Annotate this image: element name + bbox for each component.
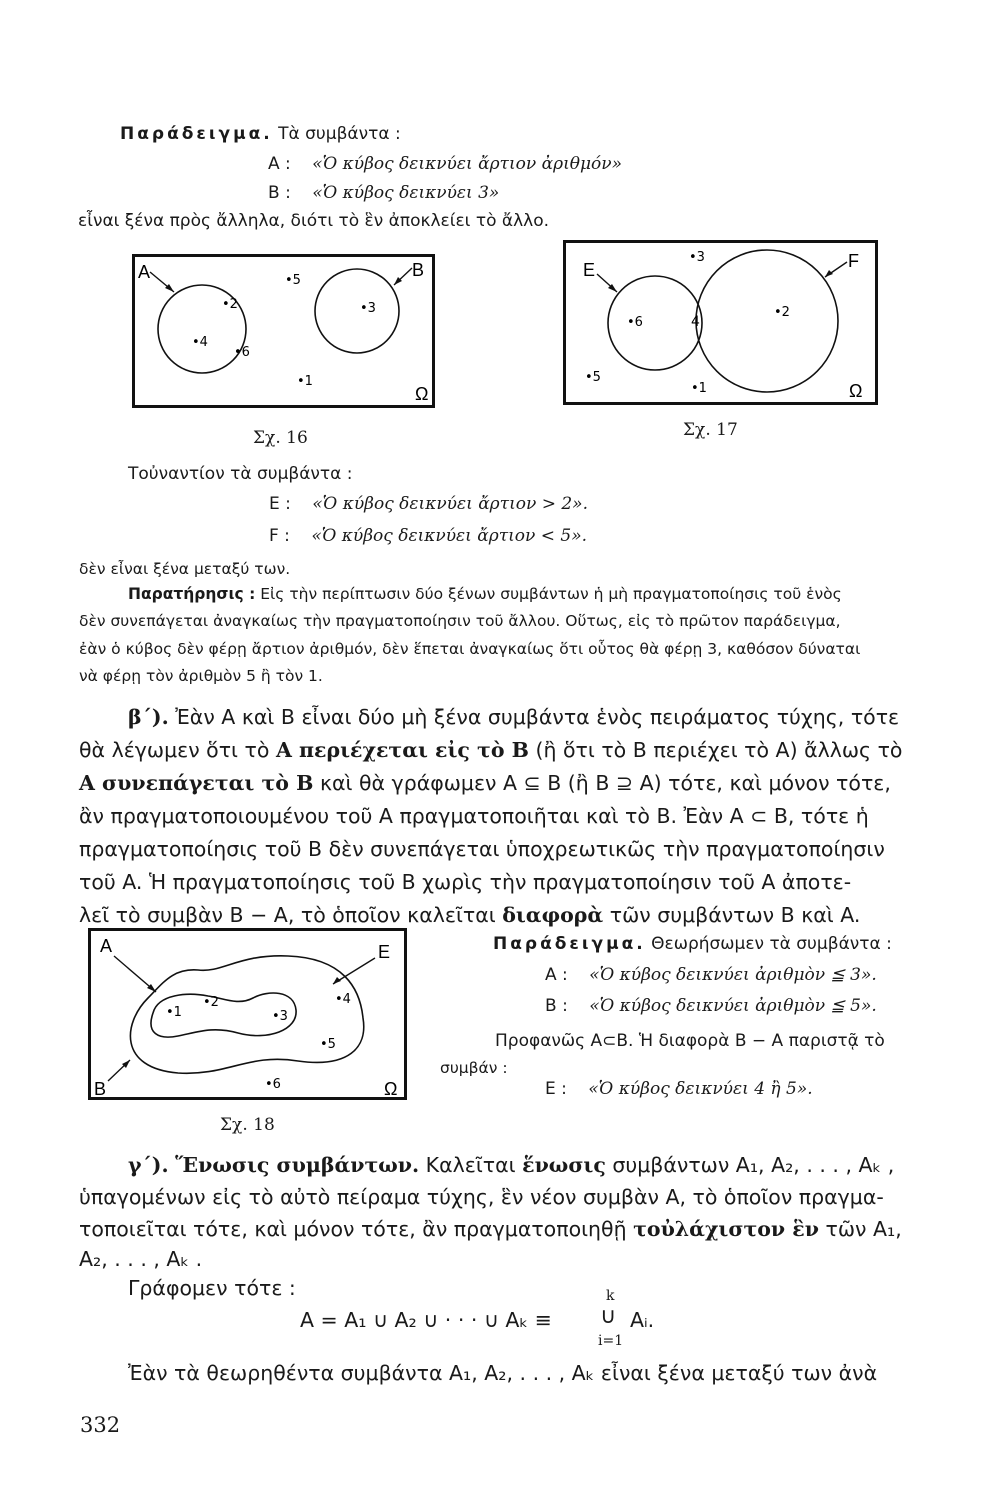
section-b-line-6: τοῦ A. Ἡ πραγματοποίησις τοῦ B χωρὶς τὴν πραγματοποίησιν τοῦ A ἀποτε- [79,870,852,894]
section-c-label: γ΄). [128,1153,169,1177]
section-c-text-3c: τῶν A₁, [825,1217,902,1241]
section-b-line-7 [79,903,860,927]
example1-a-label: A : [268,154,291,174]
example2-b-text: «Ὁ κύβος δεικνύει ἀριθμὸν ≦ 5». [589,996,877,1016]
example2-a-label: A : [545,965,568,985]
remark-line-3: ἐὰν ὁ κύβος δὲν φέρῃ ἄρτιον ἀριθμόν, δὲν ἕπεται ἀναγκαίως ὅτι οὗτος θὰ φέρῃ 3, καθόσον δύναται [79,640,861,658]
fig18-arrowhead-e [333,977,341,984]
fig18-point: •6 [265,1077,281,1092]
section-c-line-6: Ἐὰν τὰ θεωρηθέντα συμβάντα A₁, A₂, . . . , Aₖ εἶναι ξένα μεταξύ των ἀνὰ [128,1361,878,1385]
contrast-e-text: «Ὁ κύβος δεικνύει ἄρτιον > 2». [312,494,588,514]
fig18-point: •4 [335,992,351,1007]
section-b-line-5: πραγματοποίησις τοῦ B δὲν συνεπάγεται ὑποχρεωτικῶς τὴν πραγματοποίησιν [79,837,885,861]
fig17-omega: Ω [849,381,863,401]
figure-17 [563,240,878,405]
example2-heading: Παράδειγμα. [493,934,646,954]
section-c-term-union: ἕνωσις [522,1153,606,1177]
fig16-point: •3 [360,301,376,316]
page-number: 332 [80,1413,121,1437]
fig18-point: •2 [203,995,219,1010]
section-c-line-5: Γράφομεν τότε : [128,1276,296,1300]
example1-a-text: «Ὁ κύβος δεικνύει ἄρτιον ἀριθμόν» [312,154,622,174]
union-formula-left: A = A₁ ∪ A₂ ∪ · · · ∪ Aₖ ≡ [300,1308,552,1332]
figure-16 [132,254,435,408]
example1-b-line [268,183,499,203]
section-b-text-2a: θὰ λέγωμεν ὅτι τὸ [79,738,270,762]
fig16-point: •6 [234,345,250,360]
fig18-point: •3 [272,1009,288,1024]
example1-line [120,124,401,144]
fig18-label-b: B [94,1079,107,1099]
example2-line-1: Προφανῶς A⊂B. Ἡ διαφορὰ B − A παριστᾷ τὸ [495,1031,885,1051]
fig16-frame [134,256,434,407]
example2-a-text: «Ὁ κύβος δεικνύει ἀριθμὸν ≦ 3». [589,965,877,985]
fig16-caption: Σχ. 16 [253,428,308,448]
union-formula-right: Aᵢ. [630,1308,655,1332]
fig17-label-e: E [583,260,596,280]
section-b-label: β΄). [128,705,169,729]
example2-line [493,934,892,954]
section-c-line-2: ὑπαγομένων εἰς τὸ αὐτὸ πείραμα τύχης, ἓν νέον συμβὰν A, τὸ ὁποῖον πραγμα- [79,1185,884,1209]
fig17-point: •1 [691,381,707,396]
example2-b-line [545,996,877,1016]
union-formula-upper: k [606,1288,615,1304]
example2-intro: Θεωρήσωμεν τὰ συμβάντα : [651,934,892,954]
section-b-text-2c: (ἢ ὅτι τὸ B περιέχει τὸ A) ἄλλως τὸ [535,738,903,762]
section-b-line-3 [79,771,891,795]
fig17-label-f: F [848,251,859,271]
section-c-line-3 [79,1217,902,1241]
section-b-term-implies: A συνεπάγεται τὸ B [79,771,314,795]
fig17-circle-f [696,250,838,392]
section-b-text-3b: καὶ θὰ γράφωμεν A ⊆ B (ἢ B ⊇ A) τότε, καὶ μόνον τότε, [319,771,891,795]
section-c-text-1a: Καλεῖται [425,1153,516,1177]
fig16-point: •4 [192,335,208,350]
example1-conclusion: εἶναι ξένα πρὸς ἄλληλα, διότι τὸ ἓν ἀποκλείει τὸ ἄλλο. [78,211,550,231]
example1-b-label: B : [268,183,291,203]
section-b-text-7a: λεῖ τὸ συμβὰν B − A, τὸ ὁποῖον καλεῖται [79,903,496,927]
fig17-arrowhead-f [825,270,833,277]
section-b-term-difference: διαφορὰ [502,903,604,927]
remark-text-1: Εἰς τὴν περίπτωσιν δύο ξένων συμβάντων ἡ μὴ πραγματοποίησις τοῦ ἑνὸς [260,585,842,603]
example2-e-label: E : [545,1079,567,1099]
fig17-frame [565,242,877,404]
union-formula-operator: ∪ [600,1304,617,1329]
remark-heading: Παρατήρησις : [128,585,256,603]
section-b-text-1: Ἐὰν A καὶ B εἶναι δύο μὴ ξένα συμβάντα ἑνὸς πειράματος τύχης, τότε [175,705,900,729]
fig18-point: •5 [320,1037,336,1052]
section-b-text-7c: τῶν συμβάντων B καὶ A. [609,903,861,927]
fig17-circle-e [608,276,702,370]
example2-a-line [545,965,877,985]
contrast-f-line [269,526,587,546]
fig17-caption: Σχ. 17 [683,420,738,440]
fig17-point: •2 [774,305,790,320]
contrast-f-label: F : [269,526,290,546]
contrast-e-label: E : [269,494,291,514]
example1-intro: Τὰ συμβάντα : [278,124,401,144]
union-formula-lower: i=1 [598,1333,624,1349]
fig17-point-intersection: 4 [691,314,700,330]
fig18-label-e: E [378,942,391,962]
example2-e-text: «Ὁ κύβος δεικνύει 4 ἢ 5». [588,1079,813,1099]
contrast-f-text: «Ὁ κύβος δεικνύει ἄρτιον < 5». [311,526,588,546]
fig17-point: •5 [585,370,601,385]
example2-b-label: B : [545,996,568,1016]
fig18-omega: Ω [384,1079,398,1099]
section-c-line-4: A₂, . . . , Aₖ . [79,1247,203,1271]
contrast-intro: Τοὐναντίον τὰ συμβάντα : [128,464,353,484]
contrast-e-line [269,494,588,514]
remark-line-4: νὰ φέρῃ τὸν ἀριθμὸν 5 ἢ τὸν 1. [79,667,323,685]
section-c-term-at-least-one: τοὐλάχιστον ἓν [633,1217,819,1241]
fig18-point: •1 [166,1005,182,1020]
example1-a-line [268,154,622,174]
fig17-point: •6 [627,315,643,330]
example2-e-line [545,1079,813,1099]
example1-heading: Παράδειγμα. [120,124,273,144]
section-c-text-3a: τοποιεῖται τότε, καὶ μόνον τότε, ἂν πραγματοποιηθῇ [79,1217,627,1241]
section-c-line-1 [128,1153,894,1177]
fig16-label-b: B [412,260,425,280]
remark-line-2: δὲν συνεπάγεται ἀναγκαίως τὴν πραγματοποίησιν τοῦ ἄλλου. Οὕτως, εἰς τὸ πρῶτον παράδειγμα, [79,612,841,630]
section-b-term-contains: A περιέχεται εἰς τὸ B [275,738,529,762]
fig16-point: •2 [222,297,238,312]
fig16-point: •1 [297,374,313,389]
example1-b-text: «Ὁ κύβος δεικνύει 3» [312,183,500,203]
contrast-conclusion: δὲν εἶναι ξένα μεταξύ των. [79,560,291,578]
remark-line-1 [128,585,842,603]
fig16-circle-b [315,269,399,353]
section-b-line-2 [79,738,902,762]
fig16-point: •5 [285,273,301,288]
figure-18 [88,928,408,1101]
section-b-line-1 [128,705,899,729]
fig16-omega: Ω [415,384,429,404]
section-c-title: Ἕνωσις συμβάντων. [175,1153,420,1177]
fig17-point: •3 [689,250,705,265]
section-c-text-1c: συμβάντων A₁, A₂, . . . , Aₖ , [612,1153,895,1177]
fig18-caption: Σχ. 18 [220,1115,275,1135]
section-b-line-4: ἂν πραγματοποιουμένου τοῦ A πραγματοποιῆται καὶ τὸ B. Ἐὰν A ⊂ B, τότε ἡ [79,804,869,828]
fig16-label-a: A [138,262,151,282]
fig18-label-a: A [100,936,113,956]
example2-line-2: συμβάν : [440,1059,508,1077]
